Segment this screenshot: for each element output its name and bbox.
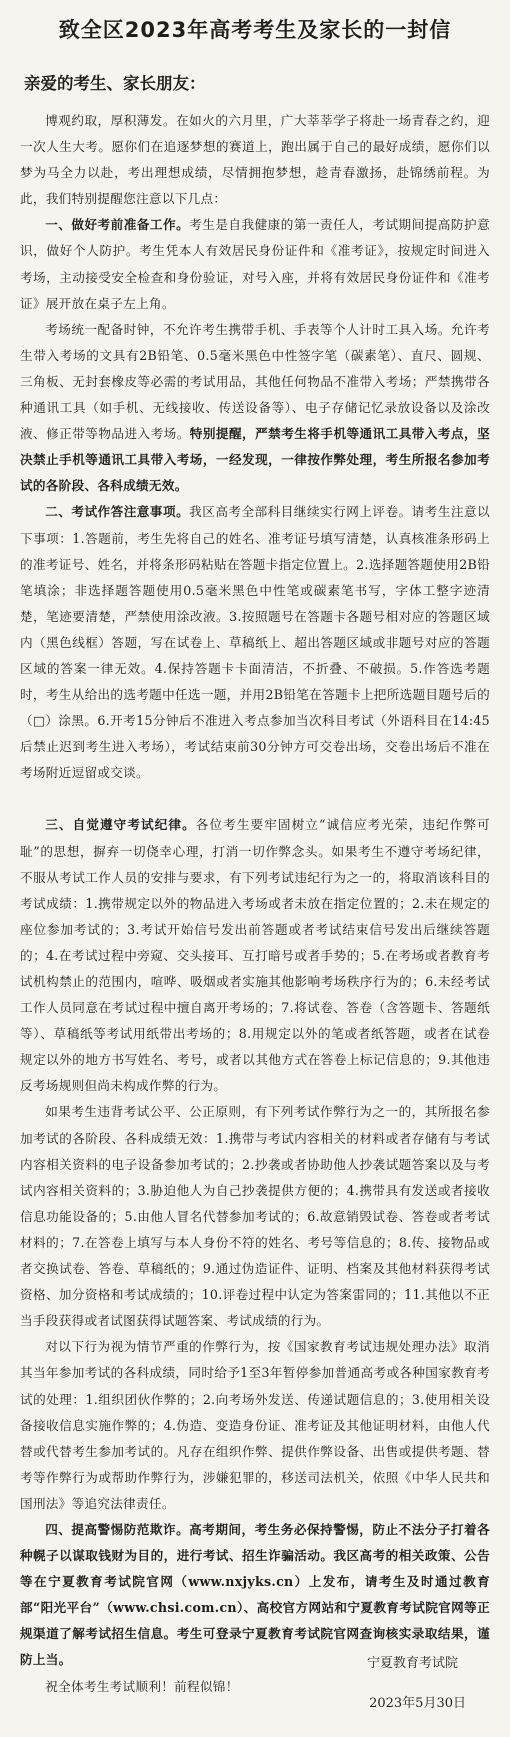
section-2-heading: 二、考试作答注意事项。 [45,504,190,520]
cheating-paragraph: 如果考生违背考试公平、公正原则，有下列考试作弊行为之一的，其所报名参加考试的各阶段、各科成绩无效：1.携带与考试内容相关的材料或者存储有与考试内容相关资料的电子设备参加考试的；2.抄袭或者协助他人抄袭试题答案以及与考试内容相关资料的；3.胁迫他人为自己抄袭提供方便的；4.携带具有发送或者接收信息功能设备的；5.由他人冒名代替参加考试的；6.故意销毁试卷、答卷或者考试材料的；7.在答卷上填写与本人身份不符的姓名、考号等信息的；8.传、接物品或者交换试卷、答卷、草稿纸的；9.通过伪造证件、证明、档案及其他材料获得考试资格、加分资格和考试成绩的；10.评卷过程中认定为答案雷同的；11.其他以不正当手段获得或者试图获得试题答案、考试成绩的行为。 [20,1104,490,1329]
paragraph-gap [20,786,490,812]
section-3-text: 各位考生要牢固树立“诚信应考光荣，违纪作弊可耻”的思想，摒弃一切侥幸心理，打消一切作弊念头。如果考生不遵守考场纪律，不服从考试工作人员的安排与要求，有下列考试违纪行为之一的，将取消该科目的考试成绩：1.携带规定以外的物品进入考场或者未放在指定位置的；2.未在规定的座位参加考试的；3.考试开始信号发出前答题或者考试结束信号发出后继续答题的；4.在考试过程中旁窥、交头接耳、互打暗号或者手势的；5.在考场或者教育考试机构禁止的范围内，喧哗、吸烟或者实施其他影响考场秩序行为的；6.未经考试工作人员同意在考试过程中擅自离开考场的；7.将试卷、答卷（含答题卡、答题纸等）、草稿纸等考试用纸带出考场的；8.用规定以外的笔或者纸答题，或者在试卷规定以外的地方书写姓名、考号，或者以其他方式在答卷上标记信息的；9.其他违反考场规则但尚未构成作弊的行为。 [20,817,490,1094]
section-1-paragraph-2 [20,317,490,500]
letter-body [20,108,490,1700]
signature-date: 2023年5月30日 [369,1696,466,1711]
section-1-heading: 一、做好考前准备工作。 [45,217,190,233]
letter-title: 致全区2023年高考考生及家长的一封信 [58,18,452,42]
serious-cheating-paragraph: 对以下行为视为情节严重的作弊行为，按《国家教育考试违规处理办法》取消其当年参加考试的各科成绩，同时给予1至3年暂停参加普通高考或各种国家教育考试的处理：1.组织团伙作弊的；2.向考场外发送、传递试题信息的；3.使用相关设备接收信息实施作弊的；4.伪造、变造身份证、准考证及其他证明材料，由他人代替或代替考生参加考试的。凡存在组织作弊、提供作弊设备、出售或提供考题、替考等作弊行为或帮助作弊行为，涉嫌犯罪的，移送司法机关，依照《中华人民共和国刑法》等追究法律责任。 [20,1339,490,1511]
section-2-text: 我区高考全部科目继续实行网上评卷。请考生注意以下事项：1.答题前，考生先将自己的姓名、准考证号填写清楚，认真核准条形码上的准考证号、姓名，并将条形码粘贴在答题卡指定位置上。2.选择题答题使用2B铅笔填涂；非选择题答题使用0.5毫米黑色中性笔或碳素笔书写，字体工整字迹清楚，笔迹要清楚，严禁使用涂改液。3.按照题号在答题卡各题号相对应的答题区域内（黑色线框）答题，写在试卷上、草稿纸上、超出答题区域或非题号对应的答题区域的答案一律无效。4.保持答题卡卡面清洁，不折叠、不破损。5.作答选考题时，考生从给出的选考题中任选一题，并用2B铅笔在答题卡上把所选题目题号后的（□）涂黑。6.开考15分钟后不准进入考点参加当次科目考试（外语科目在14:45后禁止迟到考生进入考场），考试结束前30分钟方可交卷出场，交卷出场后不准在考场附近逗留或交谈。 [20,504,490,781]
phone-ban-warning: 特别提醒，严禁考生将手机等通讯工具带入考点，坚决禁止手机等通讯工具带入考场，一经发现，一律按作弊处理，考生所报名参加考试的各阶段、各科成绩无效。 [20,426,490,494]
signature-org: 宁夏教育考试院 [366,1656,458,1671]
section-4-text: 高考期间，考生务必保持警惕，防止不法分子打着各种幌子以谋取钱财为目的，进行考试、招生诈骗活动。我区高考的相关政策、公告等在宁夏教育考试院官网（www.nxjyks.cn）上发布，请考生及时通过教育部“阳光平台”（www.chsi.com.cn）、高校官方网站和宁夏教育考试院官网等正规渠道了解考试招生信息。考生可登录宁夏教育考试院官网查询核实录取结果，谨防上当。 [20,1521,490,1668]
section-3-heading: 三、自觉遵守考试纪律。 [45,817,196,833]
section-1-text: 考生是自我健康的第一责任人，考试期间提高防护意识，做好个人防护。考生凭本人有效居民身份证件和《准考证》，按规定时间进入考场，主动接受安全检查和身份验证，对号入座，并将有效居民身份证件和《准考证》展开放在桌子左上角。 [20,217,490,311]
section-4-heading: 四、提高警惕防范欺诈。 [45,1521,190,1537]
closing-wishes: 祝全体考生考试顺利！前程似锦！ [45,1678,239,1694]
section-1-text-2: 考场统一配备时钟，不允许考生携带手机、手表等个人计时工具入场。允许考生带入考场的文具有2B铅笔、0.5毫米黑色中性签字笔（碳素笔）、直尺、圆规、三角板、无封套橡皮等必需的考试用品，其他任何物品不准带入考场；严禁携带各种通讯工具（如手机、无线接收、传送设备等）、电子存储记忆录放设备以及涂改液、修正带等物品进入考场。 [20,321,490,442]
section-1-paragraph [20,212,490,316]
salutation: 亲爱的考生、家长朋友： [24,74,206,93]
section-3-paragraph [20,812,490,1099]
intro-paragraph: 博观约取，厚积薄发。在如火的六月里，广大莘莘学子将赴一场青春之约，迎一次人生大考。愿你们在追逐梦想的赛道上，跑出属于自己的最好成绩，愿你们以梦为马全力以赴，考出理想成绩，尽情拥抱梦想，趁青春激扬，赴锦绣前程。为此，我们特别提醒您注意以下几点： [20,113,490,207]
section-4-paragraph [20,1517,490,1674]
section-2-paragraph [20,499,490,786]
